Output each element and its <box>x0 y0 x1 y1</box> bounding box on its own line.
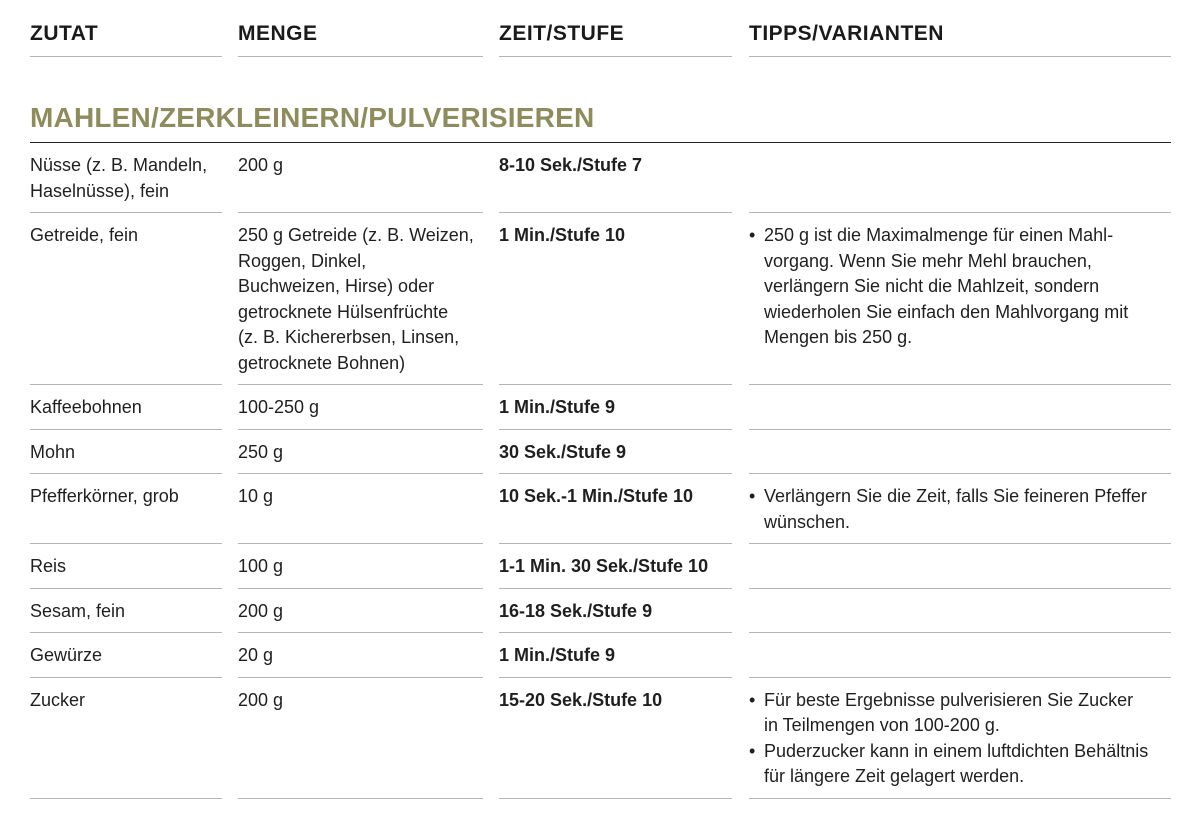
table-row <box>0 544 1200 589</box>
cell-zeit-stufe: 16-18 Sek./Stufe 9 <box>499 600 653 621</box>
cell-line: Haselnüsse), fein <box>30 180 170 201</box>
tip-item <box>749 484 1171 535</box>
bullet-icon: • <box>749 689 756 710</box>
table-row <box>0 678 1200 799</box>
cell-menge <box>238 554 483 580</box>
tip-item <box>749 223 1171 351</box>
header-menge: MENGE <box>238 22 318 45</box>
cell-line: 250 g <box>238 441 284 462</box>
cell-menge <box>238 153 483 179</box>
tip-item <box>749 739 1171 790</box>
cell-line: Puderzucker kann in einem luftdichten Behältnis <box>764 740 1149 761</box>
bullet-icon: • <box>749 225 756 245</box>
cell-line: Nüsse (z. B. Mandeln, <box>30 155 208 175</box>
header-divider <box>499 56 732 57</box>
cell-line: 100-250 g <box>238 397 320 417</box>
cell-zeit-stufe: 1 Min./Stufe 10 <box>499 225 626 245</box>
header-divider <box>238 56 483 57</box>
header-zutat: ZUTAT <box>30 22 99 45</box>
cell-line: Reis <box>30 556 67 576</box>
cell-line: Sesam, fein <box>30 600 126 621</box>
cell-line: getrocknete Hülsenfrüchte <box>238 301 449 322</box>
cell-line: Getreide, fein <box>30 225 139 245</box>
cell-zeit-stufe: 8-10 Sek./Stufe 7 <box>499 155 643 175</box>
cell-line: Gewürze <box>30 645 103 665</box>
cell-menge <box>238 440 483 466</box>
cell-line: 200 g <box>238 600 284 621</box>
cell-line: 250 g Getreide (z. B. Weizen, <box>238 225 474 245</box>
tip-item <box>749 688 1171 739</box>
cell-zutat <box>30 484 222 510</box>
cell-zutat <box>30 688 222 714</box>
header-divider <box>749 56 1171 57</box>
cell-line: Pfefferkörner, grob <box>30 486 179 506</box>
cell-line: in Teilmengen von 100-200 g. <box>764 715 1000 735</box>
cell-line: 200 g <box>238 155 284 175</box>
table-row <box>0 430 1200 475</box>
cell-line: (z. B. Kichererbsen, Linsen, <box>238 327 460 347</box>
cell-zeit-stufe: 1 Min./Stufe 9 <box>499 645 616 665</box>
cell-tipps <box>749 223 1171 351</box>
cell-zutat <box>30 643 222 669</box>
table-row <box>0 143 1200 213</box>
bullet-icon: • <box>749 486 756 506</box>
header-divider <box>30 56 222 57</box>
cell-line: 200 g <box>238 689 284 710</box>
cell-zeit-stufe: 30 Sek./Stufe 9 <box>499 441 627 462</box>
cell-line: Mohn <box>30 441 76 462</box>
cell-line: verlängern Sie nicht die Mahlzeit, sondern <box>764 276 1100 296</box>
cell-line: für längere Zeit gelagert werden. <box>764 766 1025 786</box>
table-row <box>0 213 1200 385</box>
cell-menge <box>238 484 483 510</box>
cell-menge <box>238 599 483 625</box>
section-title: MAHLEN/ZERKLEINERN/PULVERISIEREN <box>30 102 595 133</box>
cell-line: Verlängern Sie die Zeit, falls Sie feineren Pfeffer <box>764 486 1147 506</box>
cell-zeit-stufe: 1-1 Min. 30 Sek./Stufe 10 <box>499 556 709 576</box>
cell-zutat <box>30 554 222 580</box>
cell-menge <box>238 395 483 421</box>
cell-line: getrocknete Bohnen) <box>238 352 406 373</box>
cell-zutat <box>30 153 222 204</box>
bullet-icon: • <box>749 740 756 761</box>
cell-line: Kaffeebohnen <box>30 397 142 417</box>
table-row <box>0 589 1200 634</box>
cell-line: Zucker <box>30 689 86 710</box>
row-divider <box>238 798 483 799</box>
cell-menge <box>238 688 483 714</box>
cell-tipps <box>749 688 1171 790</box>
row-divider <box>30 798 222 799</box>
header-tipps-varianten: TIPPS/VARIANTEN <box>749 22 944 45</box>
cell-line: Für beste Ergebnisse pulverisieren Sie Zucker <box>764 689 1134 710</box>
cell-tipps <box>749 484 1171 535</box>
table-header <box>0 0 1200 60</box>
table-row <box>0 385 1200 430</box>
header-zeit-stufe: ZEIT/STUFE <box>499 22 625 45</box>
cell-line: 250 g ist die Maximalmenge für einen Mahl- <box>764 225 1114 245</box>
cell-menge <box>238 223 483 376</box>
cell-zeit-stufe: 10 Sek.-1 Min./Stufe 10 <box>499 486 694 506</box>
table-row <box>0 633 1200 678</box>
cell-line: 20 g <box>238 645 274 665</box>
row-divider <box>749 798 1171 799</box>
cell-line: wünschen. <box>764 511 851 532</box>
cell-line: Buchweizen, Hirse) oder <box>238 276 435 296</box>
cell-line: Roggen, Dinkel, <box>238 250 367 271</box>
cell-zutat <box>30 395 222 421</box>
cell-line: vorgang. Wenn Sie mehr Mehl brauchen, <box>764 250 1092 271</box>
cell-zeit-stufe: 1 Min./Stufe 9 <box>499 397 616 417</box>
cell-zutat <box>30 223 222 249</box>
cell-line: 100 g <box>238 556 284 576</box>
cell-line: 10 g <box>238 486 274 506</box>
cell-zutat <box>30 599 222 625</box>
cell-line: Mengen bis 250 g. <box>764 327 913 347</box>
table-row <box>0 474 1200 544</box>
table-body <box>0 143 1200 799</box>
cell-zeit-stufe: 15-20 Sek./Stufe 10 <box>499 689 663 710</box>
row-divider <box>499 798 732 799</box>
cell-menge <box>238 643 483 669</box>
cell-zutat <box>30 440 222 466</box>
cell-line: wiederholen Sie einfach den Mahlvorgang mit <box>764 301 1129 322</box>
